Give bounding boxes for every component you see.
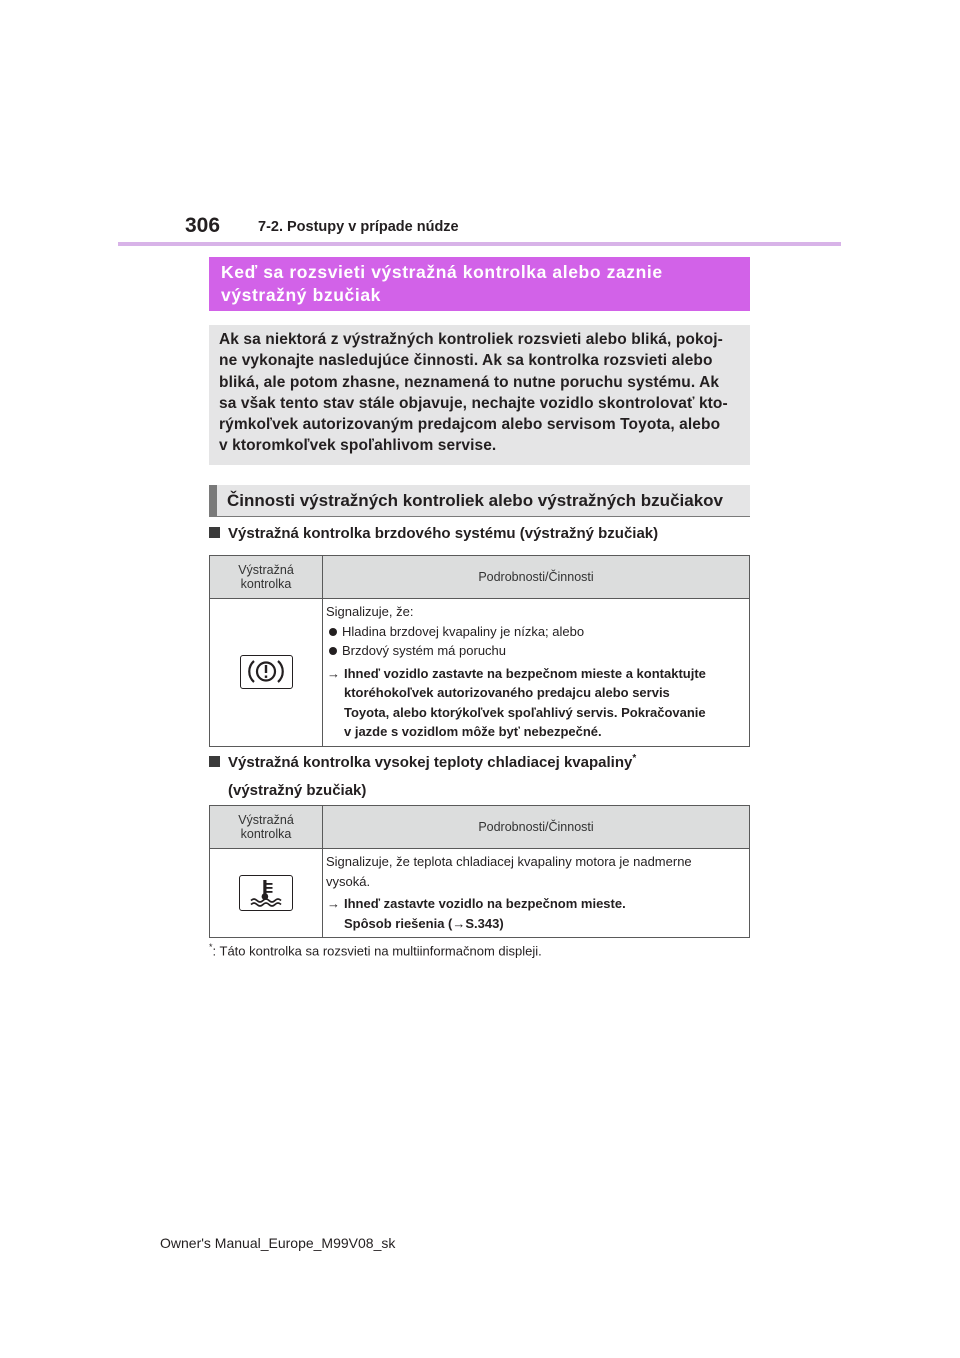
intro-line: rýmkoľvek autorizovaným predajcom alebo servisom Toyota, alebo — [219, 416, 721, 434]
page-reference-link[interactable]: S.343 — [465, 915, 500, 931]
page-number: 306 — [185, 214, 221, 237]
page-footer: Owner's Manual_Europe_M99V08_sk — [160, 1235, 396, 1251]
header-text: kontrolka — [240, 577, 292, 591]
column-header-details: Podrobnosti/Činnosti — [323, 806, 750, 849]
column-header-light — [210, 556, 323, 599]
item-title-cont: (výstražný bzučiak) — [228, 782, 367, 799]
action-text-part: Spôsob riešenia ( — [344, 915, 453, 931]
item-title: Výstražná kontrolka vysokej teploty chladiacej kvapaliny — [228, 754, 633, 771]
action-text-part: ) — [499, 915, 504, 931]
footnote-text: : Táto kontrolka sa rozsvieti na multiinformačnom displeji. — [212, 943, 542, 959]
header-divider — [118, 242, 841, 246]
arrow-icon: → — [327, 665, 340, 681]
icon-cell — [210, 599, 323, 747]
column-header-details: Podrobnosti/Činnosti — [323, 556, 750, 599]
action-line: v jazde s vozidlom môže byť nebezpečné. — [344, 724, 602, 739]
detail-line: vysoká. — [326, 873, 371, 889]
intro-line: sa však tento stav stále objavuje, nechajte vozidlo skontrolovať kto- — [219, 394, 728, 412]
section-title: 7-2. Postupy v prípade núdze — [258, 219, 459, 235]
brake-warning-icon — [240, 655, 293, 689]
table-row — [210, 599, 750, 747]
action-line — [344, 914, 745, 934]
bullet-item: Brzdový systém má poruchu — [326, 641, 745, 661]
footnote-mark: * — [209, 942, 213, 952]
arrow-icon: → — [327, 896, 340, 911]
table-header-row — [210, 556, 750, 599]
details-cell — [323, 849, 750, 938]
banner-line: Keď sa rozsvieti výstražná kontrolka alebo zaznie — [221, 262, 663, 282]
square-bullet-icon — [209, 527, 220, 538]
item-heading-brake — [209, 522, 658, 546]
detail-intro: Signalizuje, že: — [326, 604, 414, 619]
arrow-icon: → — [452, 915, 466, 931]
brake-warning-table — [209, 555, 750, 747]
action-line: Ihneď zastavte vozidlo na bezpečnom mieste. — [344, 896, 626, 911]
coolant-warning-table — [209, 805, 750, 938]
intro-box — [209, 325, 750, 465]
action-text — [326, 664, 745, 742]
topic-banner — [209, 257, 750, 311]
banner-line: výstražný bzučiak — [221, 285, 381, 305]
intro-line: ne vykonajte nasledujúce činnosti. Ak sa kontrolka rozsvieti alebo — [219, 352, 713, 370]
header-text: kontrolka — [240, 827, 292, 841]
header-text: Výstražná — [238, 812, 294, 827]
action-line: ktoréhokoľvek autorizovaného predajcu alebo servis — [344, 685, 670, 700]
subsection-heading: Činnosti výstražných kontroliek alebo výstražných bzučiakov — [209, 485, 750, 517]
table-header-row — [210, 806, 750, 849]
action-line: Toyota, alebo ktorýkoľvek spoľahlivý servis. Pokračovanie — [344, 704, 706, 720]
column-header-light — [210, 806, 323, 849]
header-text: Výstražná — [238, 562, 294, 577]
bullet-item: Hladina brzdovej kvapaliny je nízka; alebo — [326, 622, 745, 642]
coolant-temperature-icon — [239, 875, 293, 911]
footnote-mark: * — [632, 753, 637, 764]
table-row — [210, 849, 750, 938]
intro-line: Ak sa niektorá z výstražných kontroliek rozsvieti alebo bliká, pokoj- — [219, 331, 723, 348]
intro-line: bliká, ale potom zhasne, neznamená to nutne poruchu systému. Ak — [219, 373, 720, 391]
details-cell — [323, 599, 750, 747]
intro-line: v ktoromkoľvek spoľahlivom servise. — [219, 437, 497, 455]
detail-line: Signalizuje, že teplota chladiacej kvapaliny motora je nadmerne — [326, 854, 692, 869]
action-text — [326, 894, 745, 933]
item-heading-coolant — [209, 751, 636, 803]
item-title: Výstražná kontrolka brzdového systému (výstražný bzučiak) — [228, 525, 659, 542]
square-bullet-icon — [209, 756, 220, 767]
footnote — [209, 942, 542, 958]
icon-cell — [210, 849, 323, 938]
action-line: Ihneď vozidlo zastavte na bezpečnom mieste a kontaktujte — [344, 665, 706, 681]
